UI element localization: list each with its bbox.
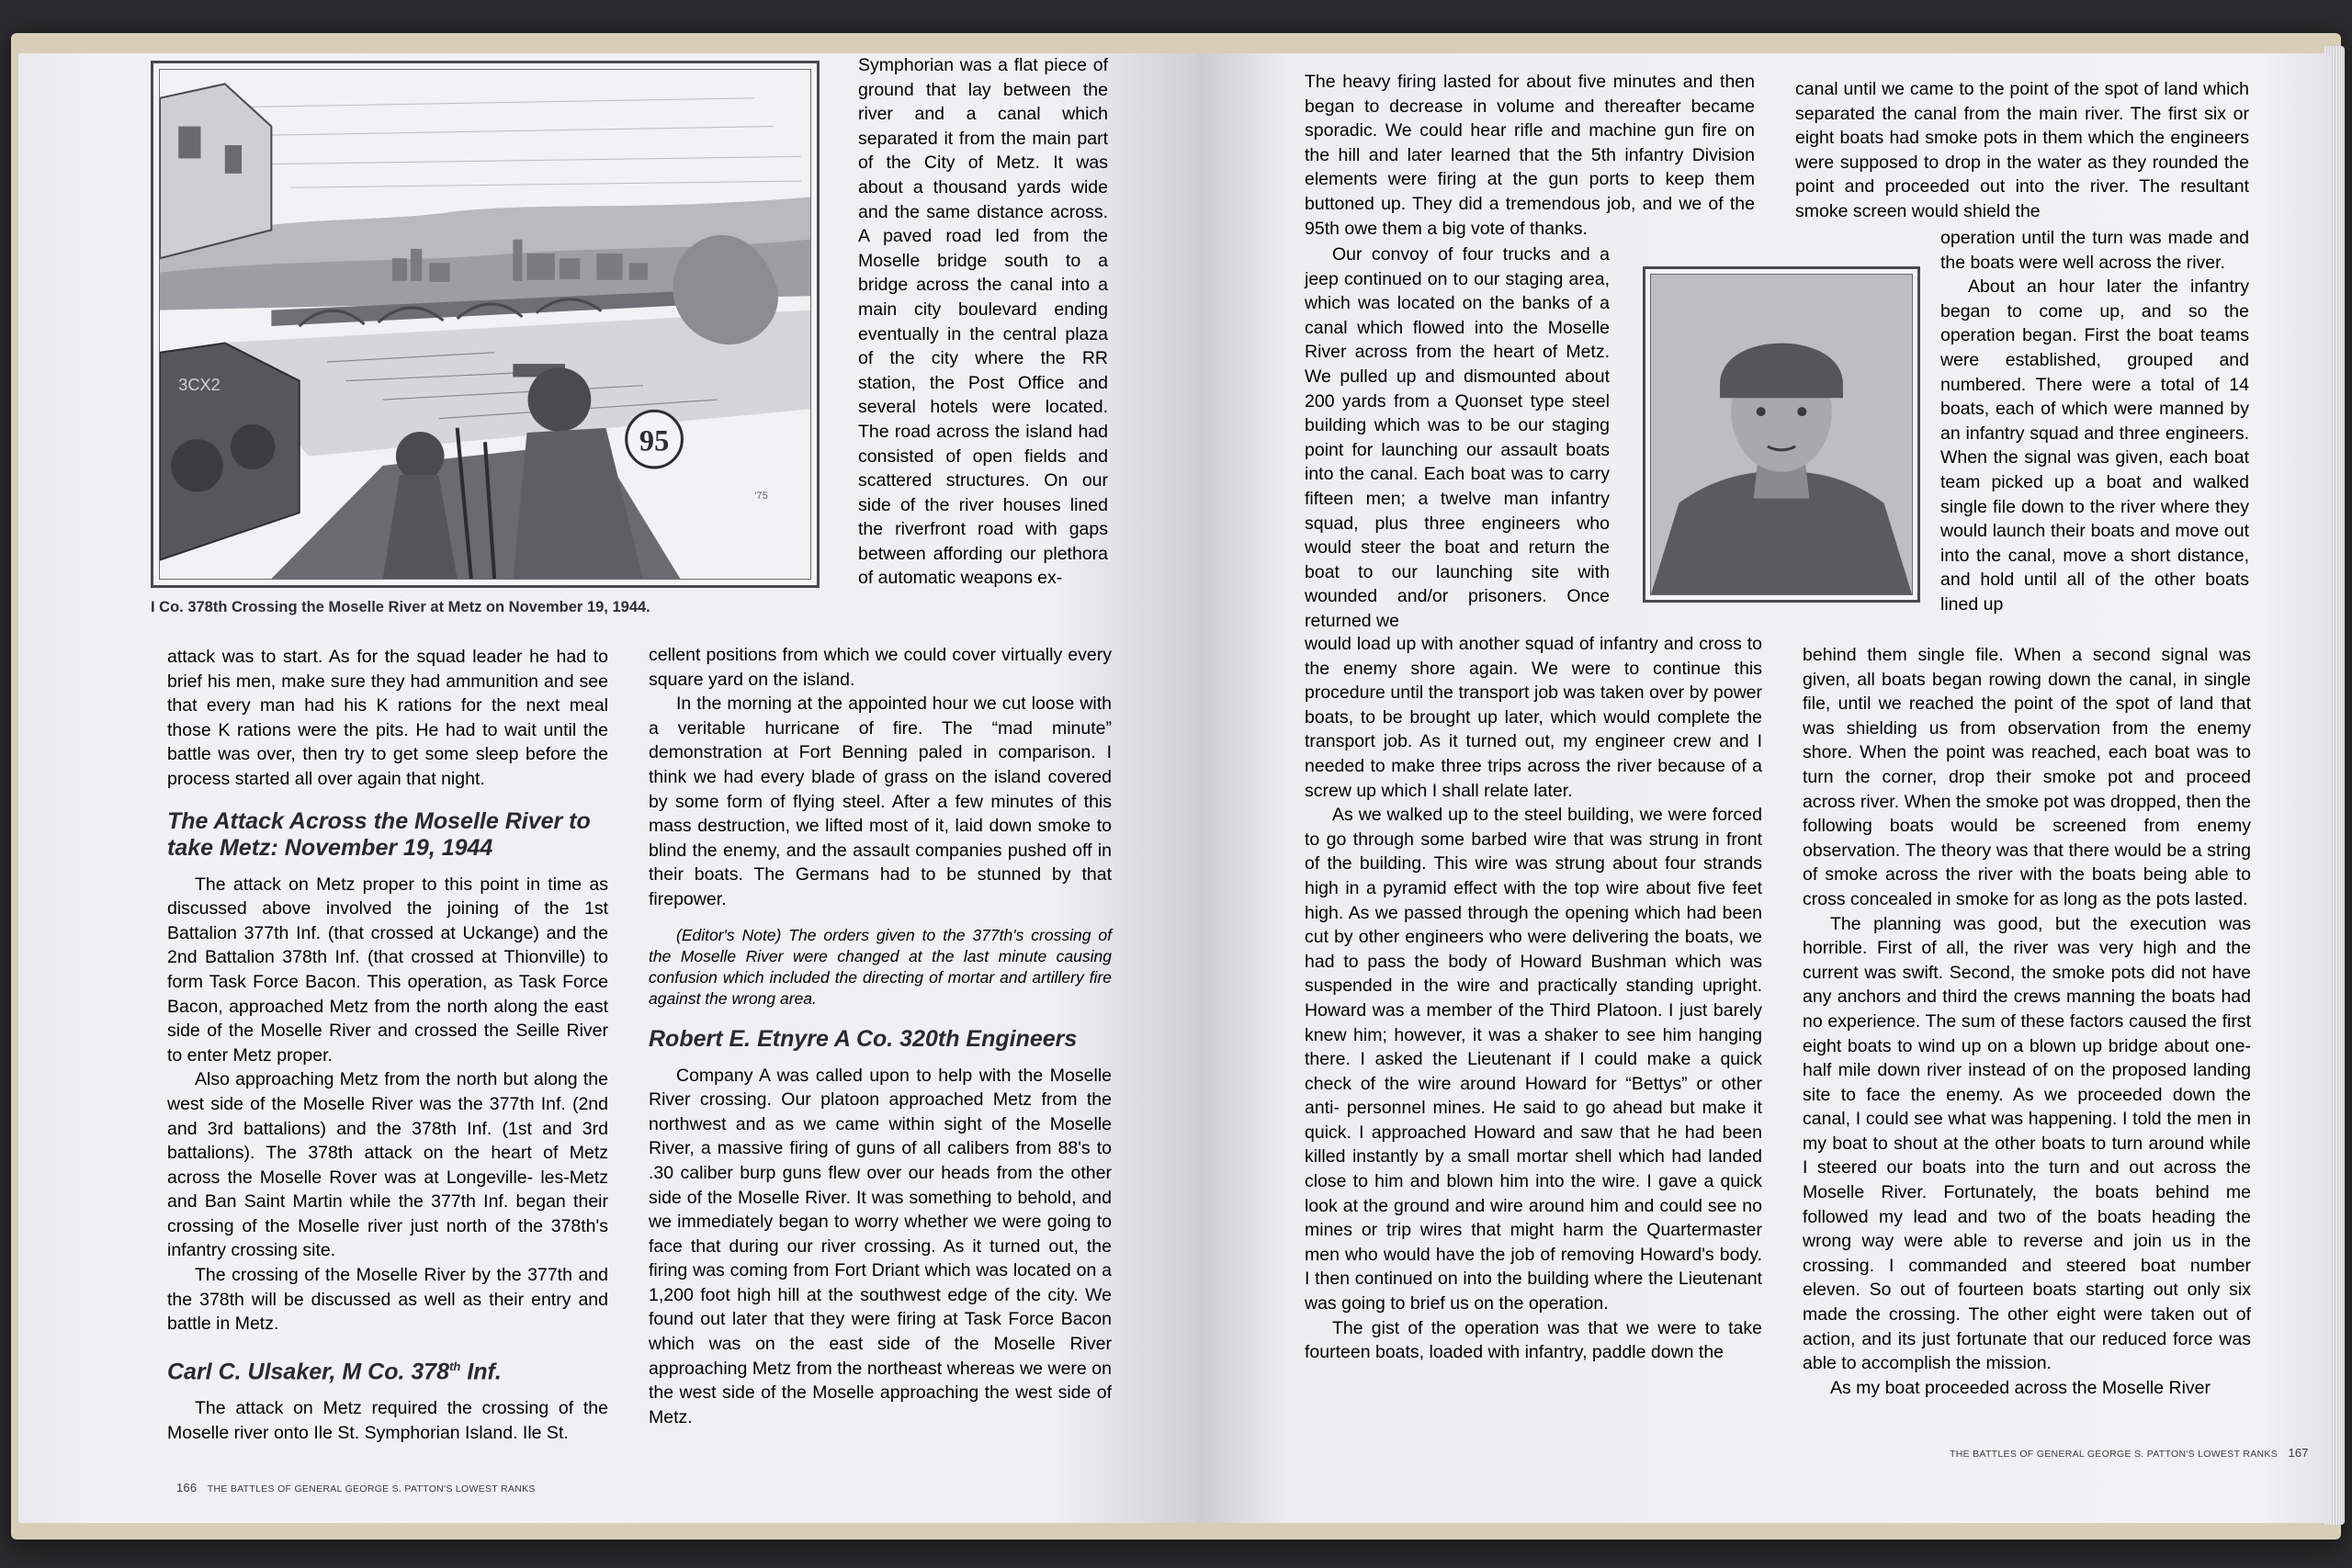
left-col2-top (858, 53, 1108, 591)
left-page-footer (176, 1481, 536, 1495)
paragraph: attack was to start. As for the squad leader he had to brief his men, make sure they had ammunition and see that every man had his K rations for the next meal those K rations were the pits. He had to wait until the battle was over, then try to get some sleep before the process started all over again that night. (167, 647, 608, 789)
paragraph: The attack on Metz required the crossing of the Moselle river onto Ile St. Symphorian Island. Ile St. (167, 1398, 608, 1443)
section-heading: The Attack Across the Moselle River to take Metz: November 19, 1944 (167, 807, 591, 861)
moselle-crossing-sketch (159, 69, 811, 580)
paragraph: Company A was called upon to help with the Moselle River crossing. Our platoon approached Metz from the northwest and as we came within sight of the Moselle River, a massive firing of guns of all calibers from 88's to .30 caliber burp guns flew over our heads from the other side of the Moselle River. It was something to behold, and we immediately began to worry whether we were going to face that during our river crossing. As it turned out, the firing was coming from Fort Driant which was located on a 1,200 foot high hill at the southwest edge of the city. We found out later that they were firing at Task Force Bacon which was on the east side of the Moselle River approaching Metz from the northeast whereas we were on the west side of the Moselle approaching the west side of Metz. (649, 1065, 1112, 1427)
paragraph: operation until the turn was made and the boats were well across the river. (1940, 228, 2249, 273)
figure-caption: I Co. 378th Crossing the Moselle River at Metz on November 19, 1944. (151, 599, 650, 615)
paragraph: The gist of the operation was that we were to take fourteen boats, loaded with infantry, paddle down the (1305, 1317, 1762, 1363)
paragraph: Our convoy of four trucks and a jeep continued on to our staging area, which was located on the banks of a canal which flowed into the Moselle River across from the heart of Metz. We pulled up and dismounted about 200 yards from a Quonset type steel building which was to be our staging point for launching our assault boats into the canal. Each boat was to carry fifteen men; a twelve man infantry squad, plus three engineers who would steer the boat and return the boat to our launching site with wounded and/or prisoners. Once returned we (1305, 244, 1610, 631)
paragraph: Symphorian was a flat piece of ground that lay between the river and a canal which separated it from the main part of the City of Metz. It was about a thousand yards wide and the same distance across. A paved road led from the Moselle bridge south to a bridge across the canal into a main city boulevard ending eventually in the central plaza of the city where the RR station, the Post Office and several hotels were located. The road across the island had consisted of open fields and scattered structures. On our side of the river houses lined the riverfront road with gaps between affording our plethora of automatic weapons ex- (858, 55, 1108, 589)
paragraph: cellent positions from which we could cover virtually every square yard on the island. (649, 645, 1112, 690)
paragraph: The attack on Metz proper to this point in time as discussed above involved the joining of the 1st Battalion 377th Inf. (that crossed at Uckange) and the 2nd Battalion 378th Inf. (that crossed at Thionville) to form Task Force Bacon. This operation, as Task Force Bacon, approached Metz from the north along the east side of the Moselle River and crossed the Seille River to enter Metz proper. (167, 874, 608, 1066)
sketch-illustration (160, 70, 810, 579)
paragraph: In the morning at the appointed hour we cut loose with a veritable hurricane of fire. The “mad minute” demonstration at Fort Benning paled in comparison. I think we had every blade of grass on the island covered by some form of flying steel. After a few minutes of this mass destruction, we lifted most of it, laid down smoke to blind the enemy, and the assault companies pushed off in their boats. The Germans had to be stunned by that firepower. (649, 694, 1112, 909)
running-title: THE BATTLES OF GENERAL GEORGE S. PATTON'S LOWEST RANKS (1950, 1449, 2278, 1460)
svg-text:3CX2: 3CX2 (178, 374, 220, 394)
section-heading: Robert E. Etnyre A Co. 320th Engineers (649, 1025, 1078, 1052)
right-col1-wrap (1305, 243, 1610, 634)
editors-note: (Editor's Note) The orders given to the 377th's crossing of the Moselle River were changed at the last minute causing confusion which included the directing of mortar and artillery fire against the wrong area. (649, 925, 1112, 1008)
sketch-signature: '75 (754, 490, 768, 502)
paragraph: behind them single file. When a second signal was given, all boats began rowing down the canal, in single file, until we reached the point of the spot of land that was shielding us from observation from the enemy shore. When the point was reached, each boat was to turn the corner, drop their smoke pot and proceed across river. When the smoke pot was dropped, then the following boats would be screened from enemy observation. The theory was that there would be a string of smoke across the river with the boats being able to cross concealed in smoke for as long as the pots lasted. (1803, 645, 2251, 909)
running-title: THE BATTLES OF GENERAL GEORGE S. PATTON'S LOWEST RANKS (207, 1483, 536, 1495)
right-col2-top (1795, 77, 2249, 224)
right-col1-rest (1305, 632, 1762, 1365)
left-col1 (167, 645, 608, 1445)
page-number: 166 (176, 1481, 198, 1495)
paragraph: As my boat proceeded across the Moselle River (1830, 1377, 2211, 1398)
insignia-numeral: 95 (639, 424, 670, 458)
right-col1-top (1305, 70, 1755, 241)
heading-text: Inf. (460, 1359, 502, 1385)
paragraph: would load up with another squad of infantry and cross to the enemy shore again. We were to continue this procedure until the transport job was taken over by power boats, to be brought up later, which would complete the transport job. As it turned out, my engineer crew and I needed to make three trips across the river because of a screw up which I shall relate later. (1305, 634, 1762, 801)
right-col2-rest (1803, 643, 2251, 1400)
sketch-frame (151, 61, 820, 588)
portrait-photo (1651, 275, 1912, 594)
page-number: 167 (2288, 1446, 2309, 1460)
section-heading (167, 1353, 608, 1385)
right-page-footer (1950, 1446, 2309, 1460)
paragraph: About an hour later the infantry began to come up, and so the operation began. First the boat teams were established, grouped and numbered. There were a total of 14 boats, each of which were manned by an infantry squad and three engineers. When the signal was given, each boat team picked up a boat and walked single file down to the river where they would launch their boats and move out into the canal, move a short distance, and hold until all of the other boats lined up (1940, 276, 2249, 615)
paragraph: Also approaching Metz from the north but along the west side of the Moselle River was the 377th Inf. (2nd and 3rd battalions) and the 378th Inf. (1st and 3rd battalions). The 378th attack on the heart of Metz across the Moselle Rover was at Longeville- les-Metz and Ban Saint Martin while the 377th Inf. began their crossing of the Moselle river just north of the 378th's infantry crossing site. (167, 1069, 608, 1261)
paragraph: The crossing of the Moselle River by the 377th and the 378th will be discussed as well as their entry and battle in Metz. (167, 1265, 608, 1335)
paragraph: As we walked up to the steel building, we were forced to go through some barbed wire that was strung in front of the building. This wire was strung about four strands high in a pyramid effect with the top wire about five feet high. As we passed through the opening which had been cut by other engineers who were delivering the boats, we had to pass the body of Howard Bushman which was suspended in the wire and practically standing upright. Howard was a member of the Third Platoon. I just barely knew him; however, it was a shaker to see him hanging there. I asked the Lieutenant if I could make a quick check of the wire around Howard for “Bettys” or other anti- personnel mines. He said to go ahead but make it quick. I approached Howard and saw that he had been killed instantly by a small mortar shell which had landed close to him and blown him into the wire. I gave a quick look at the ground and wire around him and could see no mines or trip wires that might harm the Quartermaster men who would have the job of removing Howard's body. I then continued on into the building where the Lieutenant was going to brief us on the operation. (1305, 805, 1762, 1314)
right-col2-wrap (1940, 226, 2249, 617)
paragraph: The planning was good, but the execution was horrible. First of all, the river was very high and the current was swift. Second, the smoke pots did not have any anchors and third the crews manning the boats had no experience. The sum of these factors caused the first eight boats to wind up on a blown up bridge about one-half mile down river instead of on the proposed landing site to face the enemy. As we proceeded down the canal, I could see what was happening. I told the men in my boat to shout at the other boats to turn around while I steered our boats into the turn and out across the Moselle River. Fortunately, the boats behind me followed my lead and two of the boats heading the wrong way were able to reverse and join us in the crossing. I commanded and steered boat number eleven. So out of fourteen boats starting out only six made the crossing. The other eight were taken out of action, and its just fortunate that our reduced force was able to accomplish the mission. (1803, 913, 2251, 1374)
paragraph: The heavy firing lasted for about five minutes and then began to decrease in volume and thereafter became sporadic. We could hear rifle and machine gun fire on the hill and later learned that the 5th infantry Division elements were firing at the gun ports to keep them buttoned up. They did a tremendous job, and we of the 95th owe them a big vote of thanks. (1305, 72, 1755, 239)
heading-superscript: th (449, 1359, 461, 1373)
soldier-portrait (1650, 274, 1913, 595)
portrait-frame (1643, 266, 1920, 603)
paragraph: canal until we came to the point of the spot of land which separated the canal from the main river. The first six or eight boats had smoke pots in them which the engineers were supposed to drop in the water as they rounded the point and proceeded out into the river. The resultant smoke screen would shield the (1795, 79, 2249, 221)
left-col2 (649, 643, 1112, 1429)
heading-text: Carl C. Ulsaker, M Co. 378 (167, 1359, 450, 1385)
